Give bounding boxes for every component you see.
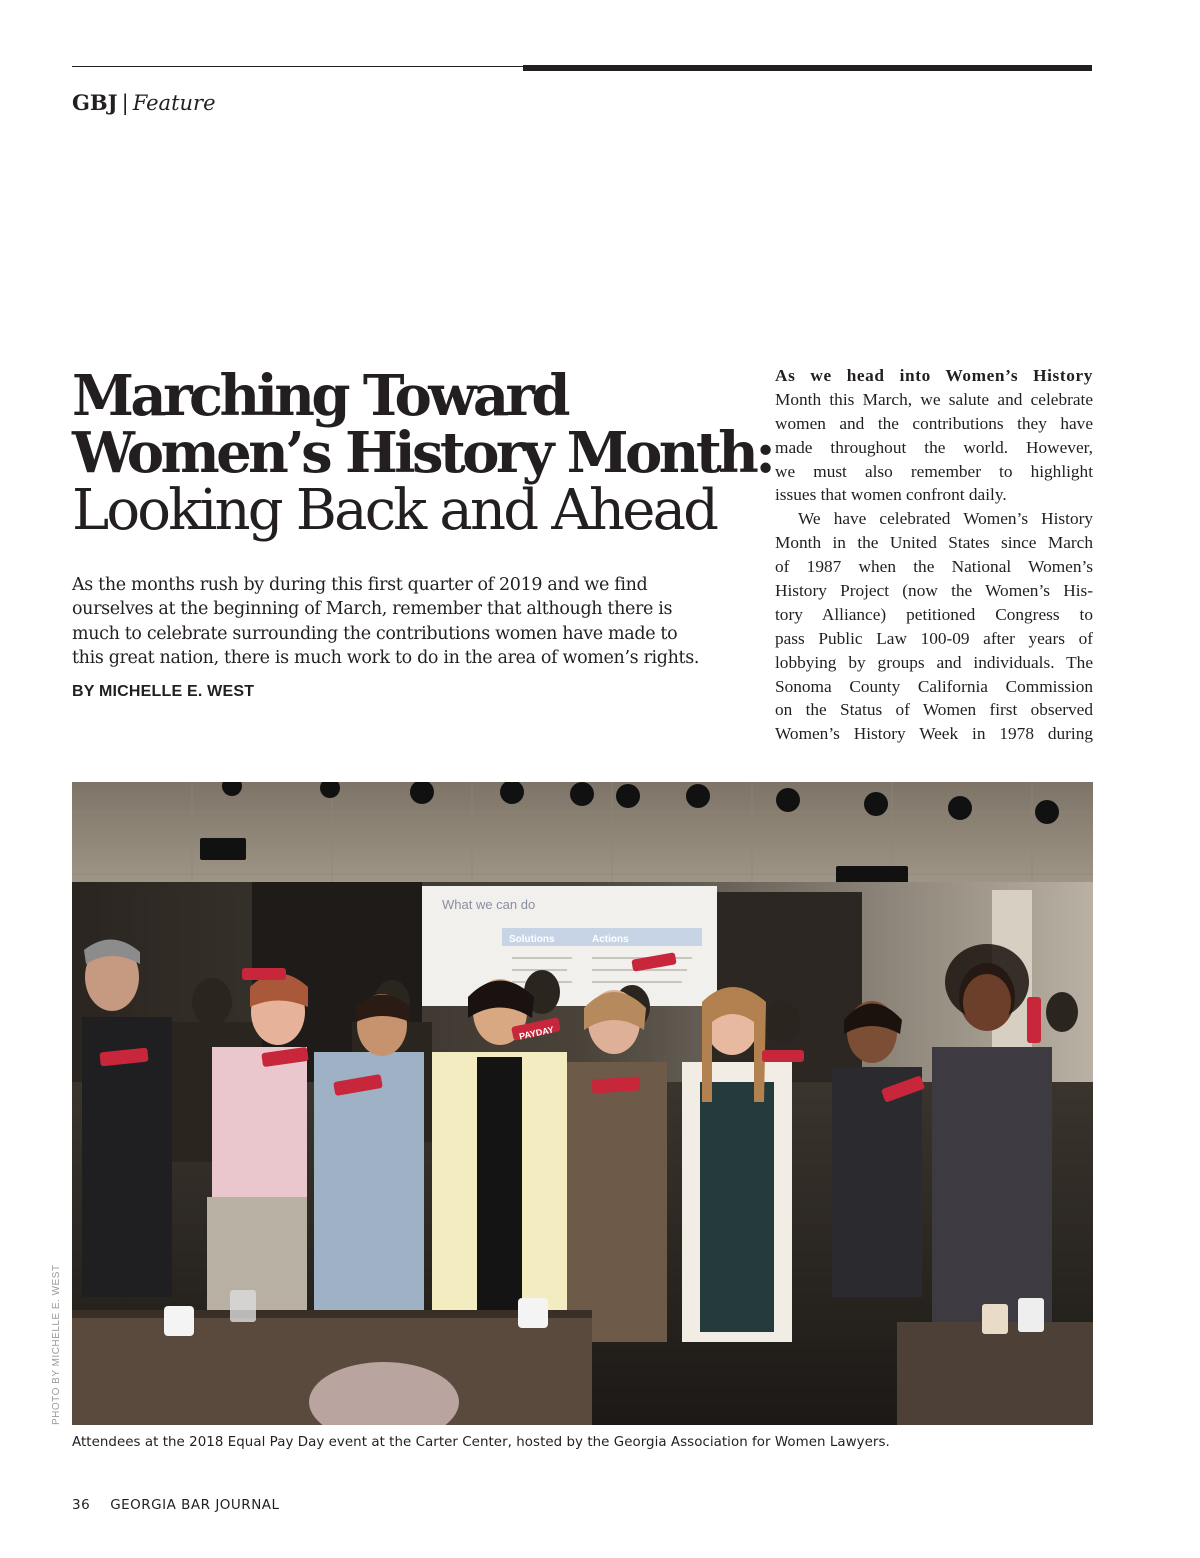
section-name: Feature [132, 91, 216, 115]
body-line: History Project (now the Women’s His- [775, 581, 1093, 601]
screen-heading: What we can do [442, 897, 536, 912]
body-line: Month in the United States since March [775, 533, 1093, 553]
body-line: pass Public Law 100-09 after years of [775, 628, 1093, 648]
title-line-2: Women’s History Month: [72, 420, 773, 486]
candy-label: PAYDAY [518, 1024, 555, 1042]
photo-credit: PHOTO BY MICHELLE E. WEST [51, 1264, 62, 1425]
article-dek [72, 573, 732, 670]
body-line: we must also remember to highlight [775, 461, 1093, 481]
page-number: 36 [72, 1497, 91, 1513]
body-line: women and the contributions they have [775, 413, 1093, 433]
publication-abbrev: GBJ [72, 90, 118, 115]
body-line: issues that women confront daily. [775, 485, 1007, 505]
body-line: Month this March, we salute and celebrate [775, 389, 1093, 409]
dek-line-4: this great nation, there is much work to do in the area of women’s rights. [72, 647, 700, 668]
journal-name: GEORGIA BAR JOURNAL [110, 1497, 280, 1513]
byline: BY MICHELLE E. WEST [72, 683, 255, 700]
body-line: made throughout the world. However, [775, 437, 1093, 457]
dek-line-1: As the months rush by during this first quarter of 2019 and we find [72, 575, 648, 595]
body-line: lobbying by groups and individuals. The [775, 652, 1093, 672]
title-line-1: Marching Toward [72, 363, 567, 429]
projection-screen [422, 886, 717, 1006]
section-label [72, 88, 216, 118]
dek-line-2: ourselves at the beginning of March, remember that although there is [72, 599, 673, 620]
body-line: Women’s History Week in 1978 during [775, 724, 1093, 744]
article-title [72, 363, 773, 543]
dek-line-3: much to celebrate surrounding the contributions women have made to [72, 623, 678, 644]
body-line: of 1987 when the National Women’s [775, 557, 1093, 577]
body-line: on the Status of Women first observed [775, 700, 1093, 720]
label-separator: | [121, 91, 129, 115]
event-photo-illustration [72, 782, 1093, 1425]
event-photo [72, 782, 1093, 1425]
header-rule-thin [72, 66, 523, 67]
screen-column-2: Actions [592, 934, 629, 945]
photo-caption: Attendees at the 2018 Equal Pay Day event at the Carter Center, hosted by the Georgia Association for Women Lawyers. [72, 1435, 890, 1450]
body-line: We have celebrated Women’s History [798, 509, 1093, 529]
body-line: tory Alliance) petitioned Congress to [775, 604, 1093, 624]
article-body-column [775, 364, 1093, 746]
title-line-3: Looking Back and Ahead [72, 478, 717, 543]
body-line: Sonoma County California Commission [775, 676, 1093, 696]
body-lead-in: As we head into Women’s History [775, 366, 1093, 385]
header-rule-thick [523, 65, 1092, 71]
screen-column-1: Solutions [509, 934, 555, 945]
page-footer [72, 1495, 280, 1515]
